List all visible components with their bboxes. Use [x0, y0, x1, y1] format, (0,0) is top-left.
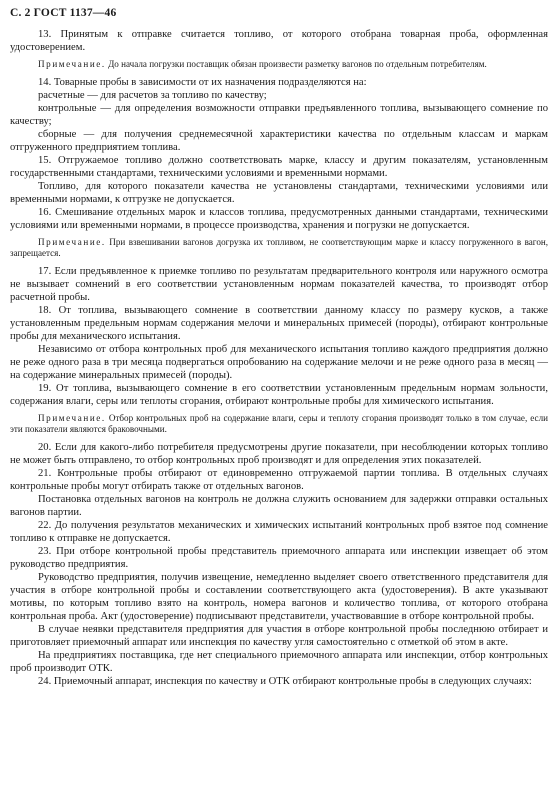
- paragraph-18: 18. От топлива, вызывающего сомнение в соответствии данному классу по размеру кусков, а также установленным предельным нормам содержания мелочи и минеральных примесей (породы), отбирают контрольные пробы для механического испытания.: [10, 304, 548, 342]
- note-text: До начала погрузки поставщик обязан произвести разметку вагонов по отдельным потребителям.: [108, 59, 487, 69]
- paragraph-23: 23. При отборе контрольной пробы представитель приемочного аппарата или инспекции извещает об этом руководство предприятия.: [10, 545, 548, 570]
- paragraph-20: 20. Если для какого-либо потребителя предусмотрены другие показатели, при несоблюдении которых топливо не может быть отправлено, то отбор контрольных проб производят и для определения этих показателей.: [10, 441, 548, 466]
- note-3: [10, 413, 548, 436]
- paragraph-16: 16. Смешивание отдельных марок и классов топлива, предусмотренных данными стандартами, техническими условиями или временными нормами, в процессе производства, хранения и погрузки не допускается.: [10, 206, 548, 231]
- paragraph-23-b: Руководство предприятия, получив извещение, немедленно выделяет своего ответственного представителя для участия в отборе контрольной пробы и составлении соответствующего акта (удостоверения). В акте указывают мотивы, по которым топливо взято на контроль, номера вагонов и количество топлива, от которого отобрана контрольная проба. Акт (удостоверение) подписывают представители, участвовавшие в отборе контрольной пробы.: [10, 571, 548, 622]
- note-label: Примечание.: [38, 236, 106, 247]
- paragraph-23-d: На предприятиях поставщика, где нет специального приемочного аппарата или инспекции, отбор контрольных проб производит ОТК.: [10, 649, 548, 674]
- paragraph-14-calculation: расчетные — для расчетов за топливо по качеству;: [38, 89, 267, 101]
- paragraph-15-b: Топливо, для которого показатели качества не установлены стандартами, техническими условиями или временными нормами, к отгрузке не допускается.: [10, 180, 548, 205]
- paragraph-24: 24. Приемочный аппарат, инспекция по качеству и ОТК отбирают контрольные пробы в следующих случаях:: [38, 675, 532, 687]
- paragraph-19: 19. От топлива, вызывающего сомнение в его соответствии установленным предельным нормам зольности, содержания влаги, серы или теплоты сгорания, отбирают контрольные пробы для химического испытания.: [10, 382, 548, 407]
- paragraph-17: 17. Если предъявленное к приемке топливо по результатам предварительного контроля или наружного осмотра не вызывает сомнений в его соответствии установленным нормам показателей качества, то производят отбор расчетной пробы.: [10, 265, 548, 303]
- paragraph-18-b: Независимо от отбора контрольных проб для механического испытания топливо каждого предприятия должно не реже одного раза в три месяца подвергаться опробованию на содержание мелочи и не реже одного раза в месяц — на содержание минеральных примесей (породы).: [10, 343, 548, 381]
- paragraph-15: 15. Отгружаемое топливо должно соответствовать марке, классу и другим показателям, установленным государственными стандартами, техническими условиями и временными нормами.: [10, 154, 548, 179]
- note-1: [10, 59, 548, 71]
- note-label: Примечание.: [38, 59, 106, 69]
- paragraph-22: 22. До получения результатов механических и химических испытаний контрольных проб взятое под сомнение топливо к отправке не допускается.: [10, 519, 548, 544]
- paragraph-21-b: Постановка отдельных вагонов на контроль не должна служить основанием для задержки отправки остальных вагонов партии.: [10, 493, 548, 518]
- paragraph-14-composite: сборные — для получения среднемесячной характеристики качества по отдельным классам и маркам отгруженного предприятием топлива.: [10, 128, 548, 153]
- paragraph-21: 21. Контрольные пробы отбирают от единовременно отгружаемой партии топлива. В отдельных случаях контрольные пробы могут отбирать также от отдельных вагонов.: [10, 467, 548, 492]
- paragraph-23-c: В случае неявки представителя предприятия для участия в отборе контрольной пробы последнюю отбирает и приготовляет приемочный аппарат или инспекция по качеству угля самостоятельно с отметкой об этом в акте.: [10, 623, 548, 648]
- paragraph-14: 14. Товарные пробы в зависимости от их назначения подразделяются на:: [38, 76, 367, 88]
- note-text: Отбор контрольных проб на содержание влаги, серы и теплоту сгорания производят только в том случае, если эти показатели являются браковочными.: [10, 412, 548, 434]
- note-label: Примечание.: [38, 412, 106, 423]
- paragraph-13: 13. Принятым к отправке считается топливо, от которого отобрана товарная проба, оформленная удостоверением.: [10, 29, 548, 53]
- note-2: [10, 237, 548, 260]
- page-header: С. 2 ГОСТ 1137—46: [10, 7, 117, 19]
- note-text: При взвешивании вагонов догрузка их топливом, не соответствующим марке и классу погруженного в вагон, запрещается.: [10, 236, 549, 258]
- paragraph-14-control: контрольные — для определения возможности отправки предъявленного топлива, вызывающего сомнение по качеству;: [10, 102, 548, 127]
